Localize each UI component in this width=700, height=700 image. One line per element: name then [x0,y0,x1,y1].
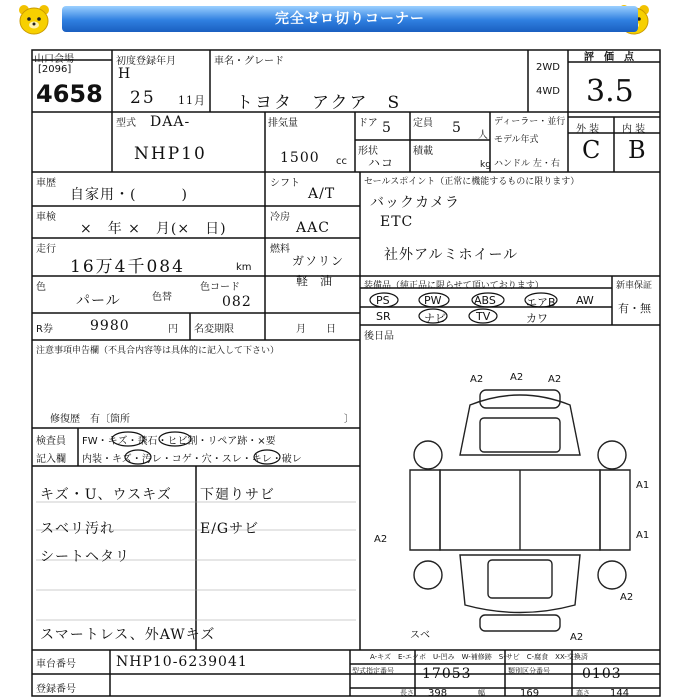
cc-label: 排気量 [268,118,298,129]
color-code-label: 色コード [200,282,240,293]
shift-value: A/T [308,186,336,202]
color-label: 色 [36,282,46,293]
notes-label: 注意事項申告欄（不具合内容等は具体的に記入して下さい） [36,346,280,356]
model-year-label: モデル年式 [494,135,539,145]
damage-mark: A1 [636,530,650,541]
drive-4wd: 4WD [536,86,560,97]
history-label: 車歴 [36,178,56,189]
car-diagram [370,360,660,650]
reg-month: 11月 [178,94,206,107]
note-left-4: スマートレス、外AWキズ [40,627,216,643]
color-value: パール [76,293,121,309]
shape-value: ハコ [368,156,395,170]
back-items-label: 後日品 [364,331,394,342]
doors-value: 5 [382,120,392,136]
color-code-value: 082 [222,294,252,310]
capacity-unit: 人 [478,130,488,141]
inspection-label: 車検 [36,212,56,223]
dealer-label: ディーラー・並行 [494,117,566,127]
car-name-label: 車名・グレード [214,56,284,67]
mileage-unit: km [236,262,252,273]
inspector-items: FW・キズ・飛石・ヒビ割・リペア跡・×要 [82,436,276,447]
model-label: 型式 [116,118,136,129]
recycle-unit: 円 [168,324,178,335]
sales-line-2: ETC [380,214,414,230]
width-value: 169 [520,688,540,699]
ac-label: 冷房 [270,212,290,223]
ac-value: AAC [296,220,330,236]
note-left-1: キズ・U、ウスキズ [40,487,172,503]
cc-value: 1500 [280,150,320,166]
fuel-diesel: 軽 油 [296,274,333,288]
mileage-label: 走行 [36,244,56,255]
chassis-number: NHP10-6239041 [116,654,248,670]
handle-label: ハンドル 左・右 [494,159,560,169]
rating-label: 評 価 点 [584,52,634,63]
repair-history-label: 修復歴 有〔箇所 [50,414,130,425]
drive-2wd: 2WD [536,62,560,73]
damage-mark: A2 [570,632,584,643]
damage-mark: A2 [510,372,524,383]
fuel-gasoline: ガソリン [292,254,345,268]
name-change-date: 月 日 [296,324,336,335]
chassis-label: 車台番号 [36,659,76,670]
record-label: 記入欄 [36,454,66,465]
loading-unit: kg [480,160,491,170]
shift-label: シフト [270,178,300,189]
lot-code: [2096] [38,64,72,75]
fuel-label: 燃料 [270,244,290,255]
equip-sr: SR [376,310,391,323]
recycle-value: 9980 [90,318,130,334]
cc-unit: cc [336,156,347,167]
class-label: 類別区分番号 [508,667,550,675]
equip-ps: PS [376,294,390,307]
width-label: 幅 [478,689,485,697]
equip-aw: AW [576,294,594,307]
exterior-grade: C [582,136,601,164]
height-value: 144 [610,688,630,699]
equip-abs: ABS [474,294,496,307]
equip-leather: カワ [526,312,548,325]
equip-tv: TV [476,310,491,323]
sales-line-1: バックカメラ [370,195,460,211]
note-left-3: シートヘタリ [40,549,130,565]
note-right-2: E/Gサビ [200,521,260,537]
damage-mark: A2 [548,374,562,385]
interior-grade: B [628,136,646,164]
sales-label: セールスポイント（正常に機能するものに限ります） [364,177,580,187]
new-car-warranty-label: 新車保証 [616,281,653,291]
sales-line-3: 社外アルミホイール [384,247,519,263]
car-name: トヨタ アクア S [236,93,402,113]
rating-score: 3.5 [586,74,634,109]
reg-number-label: 登録番号 [36,684,76,695]
history-value: 自家用・( ) [70,187,188,203]
damage-mark: A1 [636,480,650,491]
lot-number: 4658 [36,80,103,108]
name-change-label: 名変期限 [194,324,234,335]
inspection-value: × 年 × 月(× 日) [80,221,227,237]
length-value: 398 [428,688,448,699]
capacity-value: 5 [452,120,462,136]
equipment-label: 装備品（純正品に限らせて頂いております） [364,281,544,291]
exterior-label: 外 装 [576,124,600,135]
model-code: NHP10 [134,144,207,164]
first-reg-label: 初度登録年月 [116,56,176,67]
cert-label: 型式指定番号 [352,667,394,675]
damage-mark: A2 [470,374,484,385]
repaint-label: 色替 [152,292,172,303]
shape-label: 形状 [358,146,378,157]
reg-year: 25 [130,88,156,108]
damage-mark: A2 [620,592,634,603]
banner-title: 完全ゼロ切りコーナー [275,11,425,27]
capacity-label: 定員 [413,118,433,129]
note-left-2: スベリ汚れ [40,521,115,537]
mileage-value: 16万4千084 [70,257,185,277]
damage-mark: スベ [410,630,430,641]
record-items: 内装・キズ・汚レ・コゲ・穴・スレ・キレ・破レ [82,454,302,465]
damage-legend: A-キズ E-エクボ U-凹み W-補修跡 S-サビ C-腐食 XX-交換済 [370,653,588,661]
height-label: 高さ [576,689,590,697]
inspector-label: 検査員 [36,436,66,447]
equip-airbag: エアB [526,296,556,309]
doors-label: ドア [358,118,378,129]
venue-label: 山口会場 [34,54,74,65]
equip-pw: PW [424,294,442,307]
loading-label: 積載 [413,146,433,157]
recycle-label: R券 [36,324,53,335]
new-car-warranty-value: 有・無 [618,302,651,315]
era: H [118,66,132,82]
cert-number: 17053 [422,666,472,682]
interior-label: 内 装 [622,124,646,135]
class-number: 0103 [582,666,622,682]
equip-navi: ナビ [424,312,446,325]
damage-mark: A2 [374,534,388,545]
model-prefix: DAA- [150,114,191,130]
note-right-1: 下廻りサビ [200,487,275,503]
length-label: 長さ [400,689,414,697]
repair-bracket: 〕 [344,414,354,425]
